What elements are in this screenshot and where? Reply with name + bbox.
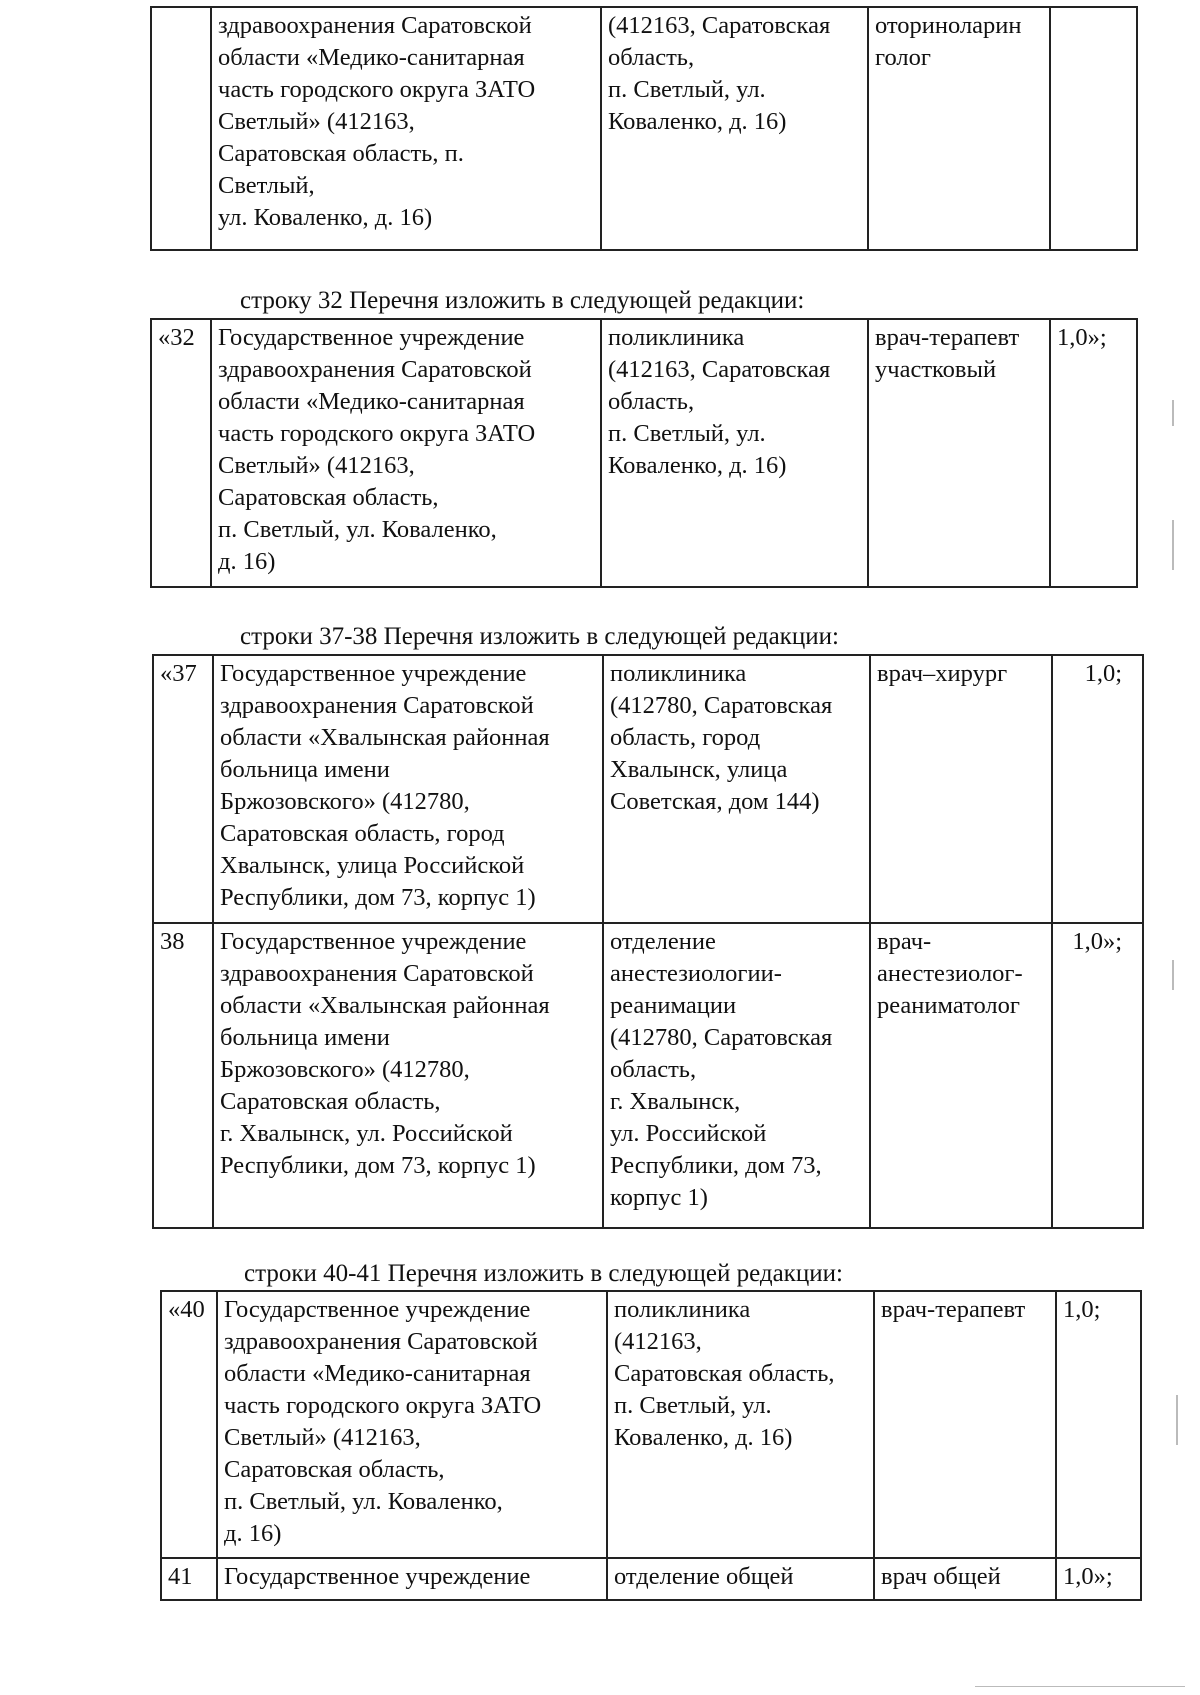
organization-cell: Государственное учреждение здравоохранения Саратовской области «Хвалынская районная больница имени Бржозовского» (412780, Саратовская область, г. Хвалынск, ул. Российской Республики, дом 73, корпус 1): [213, 923, 603, 1228]
unit-address-cell: поликлиника (412163, Саратовская область, п. Светлый, ул. Коваленко, д. 16): [607, 1291, 874, 1558]
row-number: 41: [161, 1558, 217, 1600]
rate-cell: 1,0»;: [1056, 1558, 1141, 1600]
position-cell: оториноларин голог: [868, 7, 1050, 250]
rate-cell: [1050, 7, 1137, 250]
table-rows-40-41: [160, 1290, 1142, 1601]
row-number: [151, 7, 211, 250]
table-row: [151, 319, 1137, 587]
table-row: [161, 1558, 1141, 1600]
scan-artifact: [1172, 960, 1174, 990]
row-number: «37: [153, 655, 213, 923]
rate-cell: 1,0;: [1052, 655, 1143, 923]
section-intro-row-32: строку 32 Перечня изложить в следующей редакции:: [240, 287, 805, 314]
organization-cell: Государственное учреждение: [217, 1558, 607, 1600]
unit-address-cell: отделение общей: [607, 1558, 874, 1600]
table-row-32: [150, 318, 1138, 588]
row-number: 38: [153, 923, 213, 1228]
organization-cell: Государственное учреждение здравоохранения Саратовской области «Медико-санитарная часть городского округа ЗАТО Светлый» (412163, Саратовская область, п. Светлый, ул. Коваленко, д. 16): [211, 319, 601, 587]
unit-address-cell: поликлиника (412163, Саратовская область, п. Светлый, ул. Коваленко, д. 16): [601, 319, 868, 587]
position-cell: врач-терапевт участковый: [868, 319, 1050, 587]
organization-cell: здравоохранения Саратовской области «Медико-санитарная часть городского округа ЗАТО Светлый» (412163, Саратовская область, п. Светлый, ул. Коваленко, д. 16): [211, 7, 601, 250]
rate-cell: 1,0»;: [1050, 319, 1137, 587]
rate-cell: 1,0;: [1056, 1291, 1141, 1558]
table-row: [151, 7, 1137, 250]
row-number: «40: [161, 1291, 217, 1558]
table-rows-37-38: [152, 654, 1144, 1229]
row-number: «32: [151, 319, 211, 587]
table-row: [161, 1291, 1141, 1558]
section-intro-rows-40-41: строки 40-41 Перечня изложить в следующей редакции:: [244, 1260, 843, 1287]
table-continued-row: [150, 6, 1138, 251]
position-cell: врач-терапевт: [874, 1291, 1056, 1558]
unit-address-cell: поликлиника (412780, Саратовская область, город Хвалынск, улица Советская, дом 144): [603, 655, 870, 923]
position-cell: врач- анестезиолог- реаниматолог: [870, 923, 1052, 1228]
table-row: [153, 655, 1143, 923]
table-row: [153, 923, 1143, 1228]
scan-artifact: [1172, 520, 1174, 570]
scan-artifact: [975, 1686, 1185, 1687]
unit-address-cell: отделение анестезиологии- реанимации (412780, Саратовская область, г. Хвалынск, ул. Российской Республики, дом 73, корпус 1): [603, 923, 870, 1228]
unit-address-cell: (412163, Саратовская область, п. Светлый, ул. Коваленко, д. 16): [601, 7, 868, 250]
position-cell: врач общей: [874, 1558, 1056, 1600]
scan-artifact: [1176, 1395, 1178, 1445]
organization-cell: Государственное учреждение здравоохранения Саратовской области «Медико-санитарная часть городского округа ЗАТО Светлый» (412163, Саратовская область, п. Светлый, ул. Коваленко, д. 16): [217, 1291, 607, 1558]
rate-cell: 1,0»;: [1052, 923, 1143, 1228]
organization-cell: Государственное учреждение здравоохранения Саратовской области «Хвалынская районная больница имени Бржозовского» (412780, Саратовская область, город Хвалынск, улица Российской Республики, дом 73, корпус 1): [213, 655, 603, 923]
position-cell: врач–хирург: [870, 655, 1052, 923]
scan-artifact: [1172, 400, 1174, 426]
section-intro-rows-37-38: строки 37-38 Перечня изложить в следующей редакции:: [240, 623, 839, 650]
